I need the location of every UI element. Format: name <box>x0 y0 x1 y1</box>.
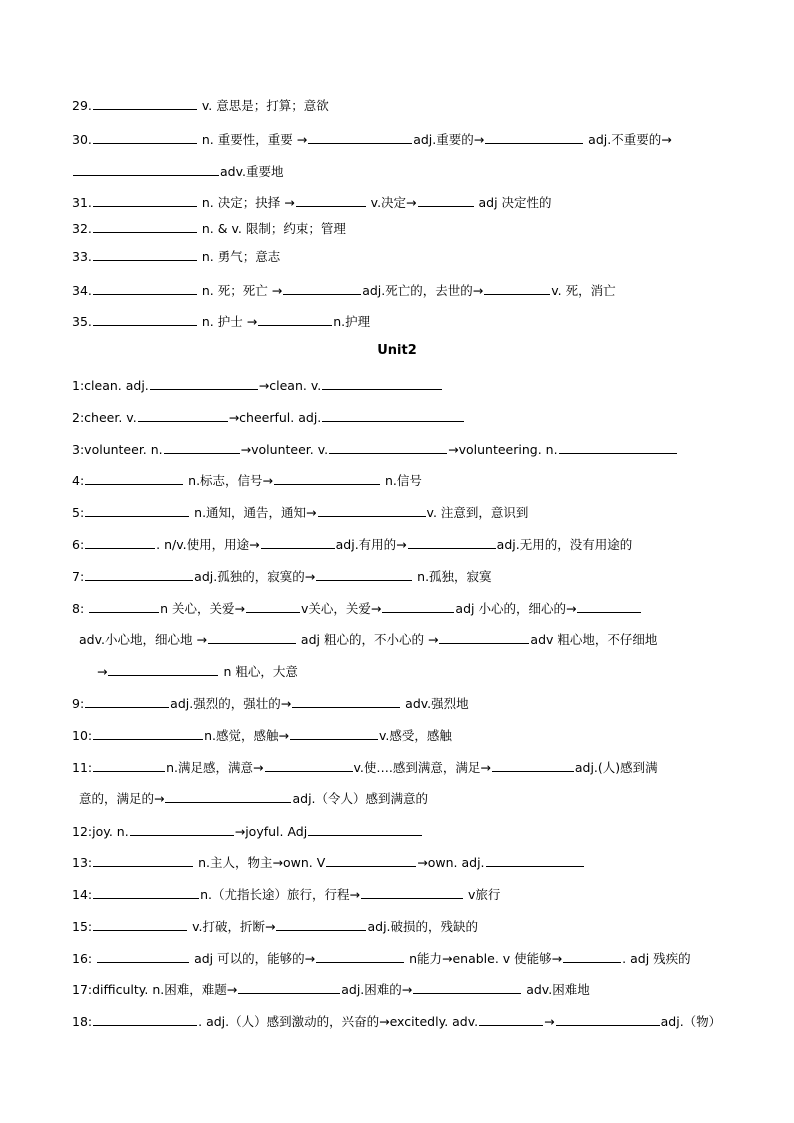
prompt-text: n.满足感，满意→ <box>166 760 264 775</box>
prompt-text: adj.重要的→ <box>413 132 485 147</box>
prompt-text <box>84 601 88 616</box>
answer-blank[interactable] <box>89 599 159 613</box>
prompt-text: n. 决定；抉择 → <box>197 195 295 210</box>
prompt-text: adj.死亡的，去世的→ <box>362 283 484 298</box>
answer-blank[interactable] <box>486 853 584 867</box>
prompt-text <box>92 951 96 966</box>
answer-blank[interactable] <box>73 162 219 176</box>
answer-blank[interactable] <box>93 853 193 867</box>
answer-blank[interactable] <box>258 312 332 326</box>
prompt-text: n.通知，通告，通知→ <box>190 505 317 520</box>
answer-blank[interactable] <box>484 281 550 295</box>
prompt-text: n.（尤指长途）旅行，行程→ <box>200 887 360 902</box>
prompt-text: adj 粗心的，不小心的 → <box>296 632 439 647</box>
prompt-text: adj.（令人）感到满意的 <box>292 791 429 806</box>
prompt-text: n.护理 <box>333 314 371 329</box>
item-number: 16: <box>72 951 93 966</box>
item-number: 17: <box>72 982 93 997</box>
answer-blank[interactable] <box>322 408 464 422</box>
exercise-line <box>72 885 500 903</box>
prompt-text: n.主人，物主→own. V <box>194 855 326 870</box>
answer-blank[interactable] <box>93 1012 197 1026</box>
prompt-text: adj.困难的→ <box>341 982 413 997</box>
prompt-text: volunteer. n. <box>84 442 163 457</box>
answer-blank[interactable] <box>165 789 291 803</box>
prompt-text: adv.困难地 <box>522 982 590 997</box>
item-number: 31. <box>72 195 92 210</box>
prompt-text: →volunteering. n. <box>448 442 558 457</box>
prompt-text: → <box>97 664 108 679</box>
answer-blank[interactable] <box>93 885 199 899</box>
answer-blank[interactable] <box>492 758 574 772</box>
answer-blank[interactable] <box>274 471 380 485</box>
answer-blank[interactable] <box>93 758 165 772</box>
item-number: 35. <box>72 314 92 329</box>
exercise-line <box>72 853 585 871</box>
prompt-text: adj 决定性的 <box>474 195 552 210</box>
item-number: 34. <box>72 283 92 298</box>
prompt-text: difficulty. n.困难，难题→ <box>92 982 238 997</box>
exercise-line <box>72 822 423 840</box>
item-number: 33. <box>72 249 92 264</box>
answer-blank[interactable] <box>292 694 400 708</box>
exercise-line <box>72 440 678 458</box>
answer-blank[interactable] <box>439 630 529 644</box>
answer-blank[interactable] <box>559 440 677 454</box>
prompt-text: adv 粗心地，不仔细地 <box>530 632 658 647</box>
exercise-line <box>97 662 298 680</box>
exercise-line <box>72 408 465 426</box>
prompt-text: joy. n. <box>92 824 129 839</box>
prompt-text: v关心，关爱→ <box>301 601 382 616</box>
answer-blank[interactable] <box>326 853 416 867</box>
answer-blank[interactable] <box>329 440 447 454</box>
answer-blank[interactable] <box>108 662 218 676</box>
prompt-text: adj 小心的，细心的→ <box>455 601 577 616</box>
exercise-line <box>72 949 691 967</box>
prompt-text: n. 勇气；意志 <box>197 249 281 264</box>
item-number: 9: <box>72 696 85 711</box>
answer-blank[interactable] <box>93 219 197 233</box>
prompt-text: → <box>544 1014 555 1029</box>
exercise-line <box>72 726 452 744</box>
answer-blank[interactable] <box>276 917 366 931</box>
answer-blank[interactable] <box>85 535 155 549</box>
answer-blank[interactable] <box>408 535 496 549</box>
item-number: 15: <box>72 919 93 934</box>
prompt-text: adj.无用的，没有用途的 <box>496 537 633 552</box>
answer-blank[interactable] <box>308 130 412 144</box>
prompt-text: n.信号 <box>381 473 422 488</box>
answer-blank[interactable] <box>138 408 228 422</box>
answer-blank[interactable] <box>296 193 366 207</box>
exercise-line <box>72 694 469 712</box>
item-number: 11: <box>72 760 93 775</box>
item-number: 29. <box>72 98 92 113</box>
prompt-text: v. 注意到，意识到 <box>426 505 529 520</box>
prompt-text: . adj.（人）感到激动的，兴奋的→excitedly. adv. <box>198 1014 479 1029</box>
item-number: 18: <box>72 1014 93 1029</box>
answer-blank[interactable] <box>556 1012 660 1026</box>
answer-blank[interactable] <box>290 726 378 740</box>
item-number: 14: <box>72 887 93 902</box>
answer-blank[interactable] <box>208 630 296 644</box>
prompt-text: n 粗心，大意 <box>219 664 298 679</box>
prompt-text: adj.(人)感到满 <box>574 760 658 775</box>
answer-blank[interactable] <box>563 949 621 963</box>
exercise-line <box>72 281 616 299</box>
prompt-text: n. 护士 → <box>197 314 258 329</box>
answer-blank[interactable] <box>308 822 422 836</box>
answer-blank[interactable] <box>85 694 169 708</box>
answer-blank[interactable] <box>93 247 197 261</box>
prompt-text: n.孤独，寂寞 <box>413 569 492 584</box>
exercise-line <box>72 599 642 617</box>
prompt-text: n. & v. 限制；约束；管理 <box>197 221 346 236</box>
prompt-text: →volunteer. v. <box>240 442 329 457</box>
answer-blank[interactable] <box>130 822 234 836</box>
exercise-line <box>72 96 329 114</box>
exercise-line <box>72 535 632 553</box>
prompt-text: v.感受，感触 <box>379 728 452 743</box>
answer-blank[interactable] <box>238 980 340 994</box>
prompt-text: adj 可以的，能够的→ <box>190 951 316 966</box>
prompt-text: cheer. v. <box>84 410 137 425</box>
prompt-text: v. 意思是；打算；意欲 <box>197 98 329 113</box>
item-number: 3: <box>72 442 85 457</box>
prompt-text: 意的，满足的→ <box>79 791 165 806</box>
answer-blank[interactable] <box>265 758 353 772</box>
exercise-line <box>72 312 370 330</box>
answer-blank[interactable] <box>93 312 197 326</box>
exercise-line <box>72 376 443 394</box>
prompt-text: adj.有用的→ <box>335 537 407 552</box>
prompt-text: n能力→enable. v 使能够→ <box>405 951 563 966</box>
exercise-line <box>79 630 657 648</box>
answer-blank[interactable] <box>85 471 183 485</box>
answer-blank[interactable] <box>418 193 474 207</box>
prompt-text: v.决定→ <box>366 195 417 210</box>
exercise-line <box>79 789 428 807</box>
answer-blank[interactable] <box>577 599 641 613</box>
answer-blank[interactable] <box>382 599 454 613</box>
prompt-text: n. 死；死亡 → <box>197 283 283 298</box>
answer-blank[interactable] <box>93 726 203 740</box>
answer-blank[interactable] <box>261 535 335 549</box>
exercise-line <box>72 162 284 180</box>
answer-blank[interactable] <box>85 567 193 581</box>
prompt-text: adv.重要地 <box>220 164 284 179</box>
exercise-line <box>72 1012 721 1030</box>
answer-blank[interactable] <box>316 567 412 581</box>
answer-blank[interactable] <box>322 376 442 390</box>
exercise-line <box>72 471 422 489</box>
prompt-text: clean. adj. <box>84 378 149 393</box>
answer-blank[interactable] <box>485 130 583 144</box>
answer-blank[interactable] <box>150 376 258 390</box>
exercise-line <box>72 917 478 935</box>
prompt-text: →cheerful. adj. <box>228 410 322 425</box>
answer-blank[interactable] <box>93 130 197 144</box>
item-number: 13: <box>72 855 93 870</box>
item-number: 32. <box>72 221 92 236</box>
prompt-text: adj.破损的，残缺的 <box>367 919 479 934</box>
answer-blank[interactable] <box>93 281 197 295</box>
answer-blank[interactable] <box>164 440 240 454</box>
prompt-text: →clean. v. <box>258 378 322 393</box>
answer-blank[interactable] <box>97 949 189 963</box>
prompt-text: adj.孤独的，寂寞的→ <box>194 569 316 584</box>
answer-blank[interactable] <box>93 917 187 931</box>
prompt-text: adj.（物） <box>660 1014 722 1029</box>
item-number: 10: <box>72 728 93 743</box>
prompt-text: adv.强烈地 <box>401 696 469 711</box>
prompt-text: v. 死，消亡 <box>551 283 616 298</box>
prompt-text: . adj 残疾的 <box>622 951 691 966</box>
exercise-line <box>72 193 552 211</box>
answer-blank[interactable] <box>361 885 463 899</box>
item-number: 12: <box>72 824 93 839</box>
answer-blank[interactable] <box>479 1012 543 1026</box>
prompt-text: v.使….感到满意，满足→ <box>353 760 491 775</box>
item-number: 8: <box>72 601 85 616</box>
exercise-line <box>72 247 280 265</box>
item-number: 5: <box>72 505 85 520</box>
answer-blank[interactable] <box>246 599 300 613</box>
exercise-line <box>72 758 658 776</box>
prompt-text: adj.不重要的→ <box>584 132 672 147</box>
exercise-line <box>72 503 528 521</box>
prompt-text: n.标志，信号→ <box>184 473 274 488</box>
item-number: 6: <box>72 537 85 552</box>
exercise-line <box>72 219 346 237</box>
prompt-text: n 关心，关爱→ <box>160 601 246 616</box>
answer-blank[interactable] <box>85 503 189 517</box>
prompt-text: v.打破，折断→ <box>188 919 276 934</box>
item-number: 2: <box>72 410 85 425</box>
item-number: 1: <box>72 378 85 393</box>
item-number: 30. <box>72 132 92 147</box>
answer-blank[interactable] <box>316 949 404 963</box>
answer-blank[interactable] <box>93 193 197 207</box>
prompt-text: v旅行 <box>464 887 501 902</box>
exercise-line <box>72 567 492 585</box>
answer-blank[interactable] <box>413 980 521 994</box>
exercise-line <box>72 980 590 998</box>
item-number: 7: <box>72 569 85 584</box>
prompt-text: adv.小心地，细心地 → <box>79 632 207 647</box>
prompt-text: n. 重要性，重要 → <box>197 132 308 147</box>
answer-blank[interactable] <box>283 281 361 295</box>
section-title: Unit2 <box>377 343 417 358</box>
exercise-line <box>72 130 672 148</box>
answer-blank[interactable] <box>93 96 197 110</box>
prompt-text: →own. adj. <box>417 855 485 870</box>
prompt-text: n.感觉，感触→ <box>204 728 289 743</box>
prompt-text: adj.强烈的，强壮的→ <box>170 696 292 711</box>
answer-blank[interactable] <box>318 503 426 517</box>
item-number: 4: <box>72 473 85 488</box>
prompt-text: . n/v.使用，用途→ <box>156 537 260 552</box>
prompt-text: →joyful. Adj <box>234 824 308 839</box>
